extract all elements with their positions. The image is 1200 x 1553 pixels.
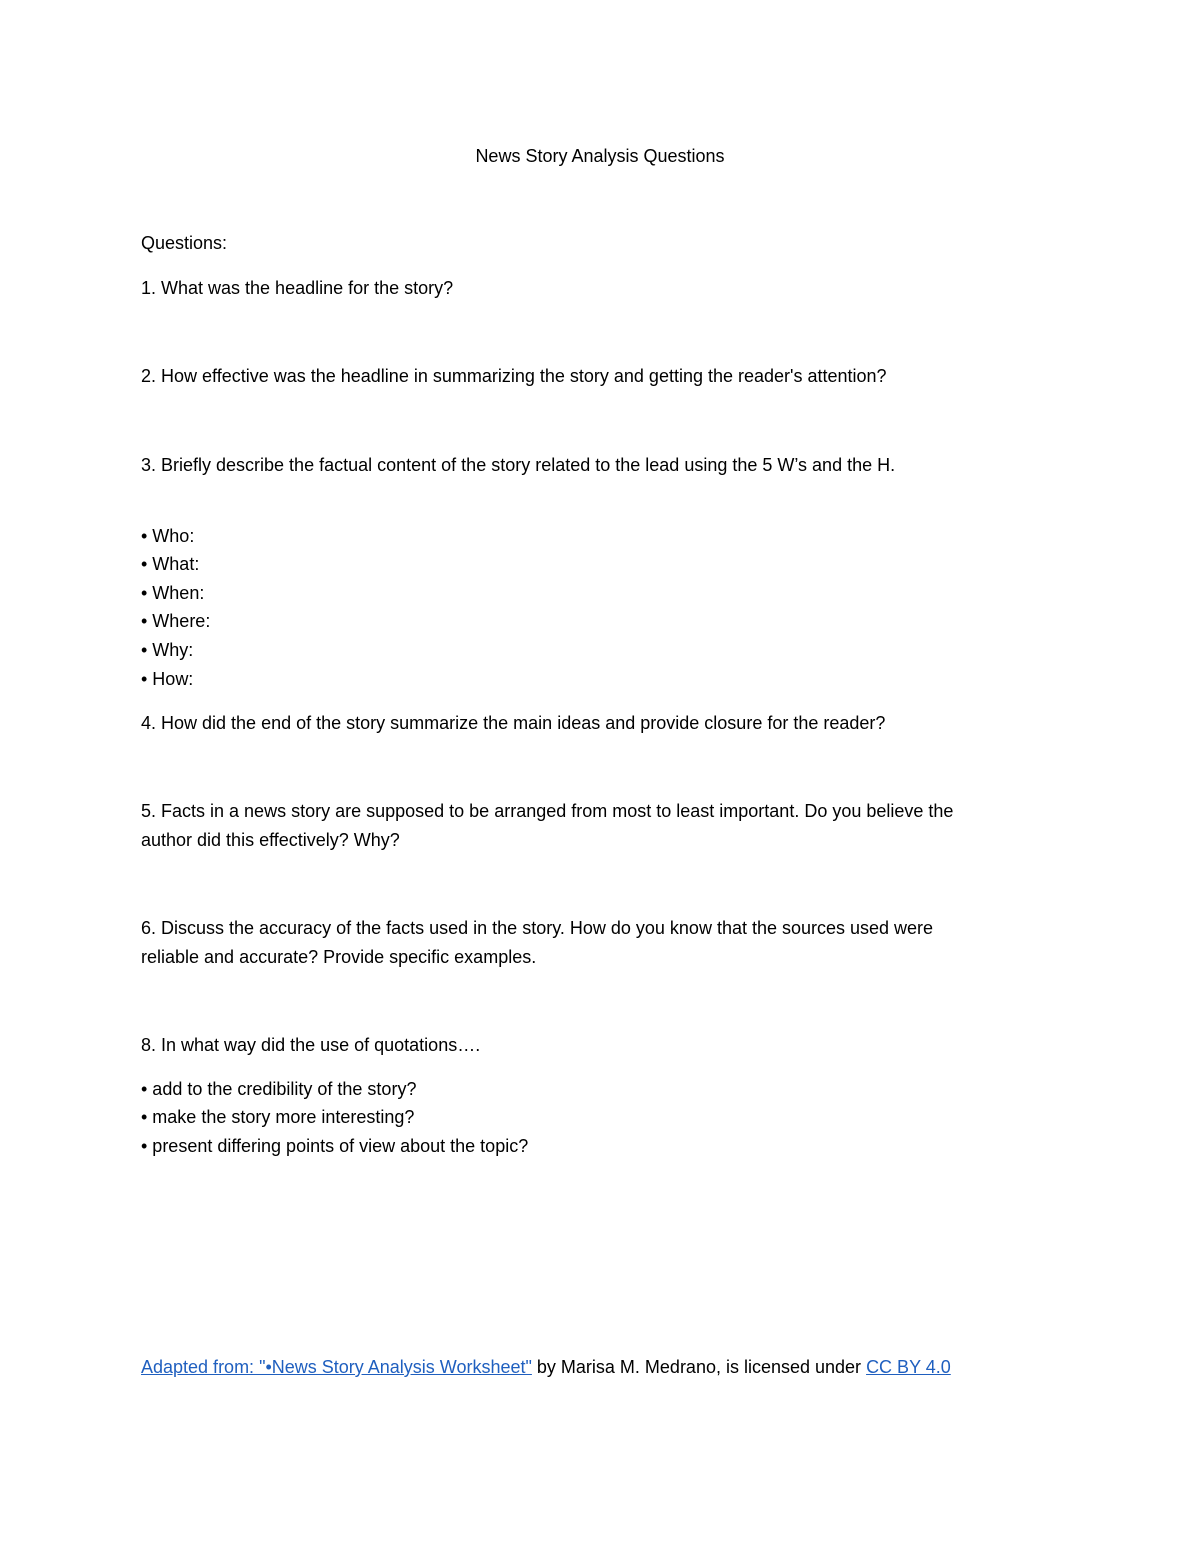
document-title: News Story Analysis Questions	[475, 146, 725, 166]
questions-heading: Questions:	[141, 233, 228, 253]
question-5-line-1: 5. Facts in a news story are supposed to be arranged from most to least important. Do you believe the	[141, 801, 954, 821]
question-4: 4. How did the end of the story summarize the main ideas and provide closure for the reader?	[141, 713, 886, 733]
question-3: 3. Briefly describe the factual content of the story related to the lead using the 5 W’s and the H.	[141, 455, 896, 475]
list-item-who: • Who:	[141, 526, 195, 546]
attribution-footer	[141, 1353, 951, 1382]
attribution-text: by Marisa M. Medrano, is licensed under	[531, 1357, 867, 1377]
question-2: 2. How effective was the headline in summarizing the story and getting the reader's attention?	[141, 366, 887, 386]
question-8: 8. In what way did the use of quotations….	[141, 1035, 481, 1055]
question-6-line-1: 6. Discuss the accuracy of the facts used in the story. How do you know that the sources used were	[141, 918, 934, 938]
list-item-what: • What:	[141, 554, 200, 574]
question-1: 1. What was the headline for the story?	[141, 278, 454, 298]
license-link[interactable]: CC BY 4.0	[866, 1357, 951, 1377]
list-item-where: • Where:	[141, 611, 211, 631]
question-6-line-2: reliable and accurate? Provide specific examples.	[141, 947, 537, 967]
list-item-how: • How:	[141, 669, 194, 689]
list-item-why: • Why:	[141, 640, 194, 660]
list-item-interesting: • make the story more interesting?	[141, 1107, 415, 1127]
list-item-when: • When:	[141, 583, 205, 603]
question-5-line-2: author did this effectively? Why?	[141, 830, 400, 850]
list-item-points-of-view: • present differing points of view about the topic?	[141, 1136, 529, 1156]
list-item-credibility: • add to the credibility of the story?	[141, 1079, 417, 1099]
worksheet-source-link[interactable]: Adapted from: "•News Story Analysis Worksheet"	[141, 1357, 532, 1377]
